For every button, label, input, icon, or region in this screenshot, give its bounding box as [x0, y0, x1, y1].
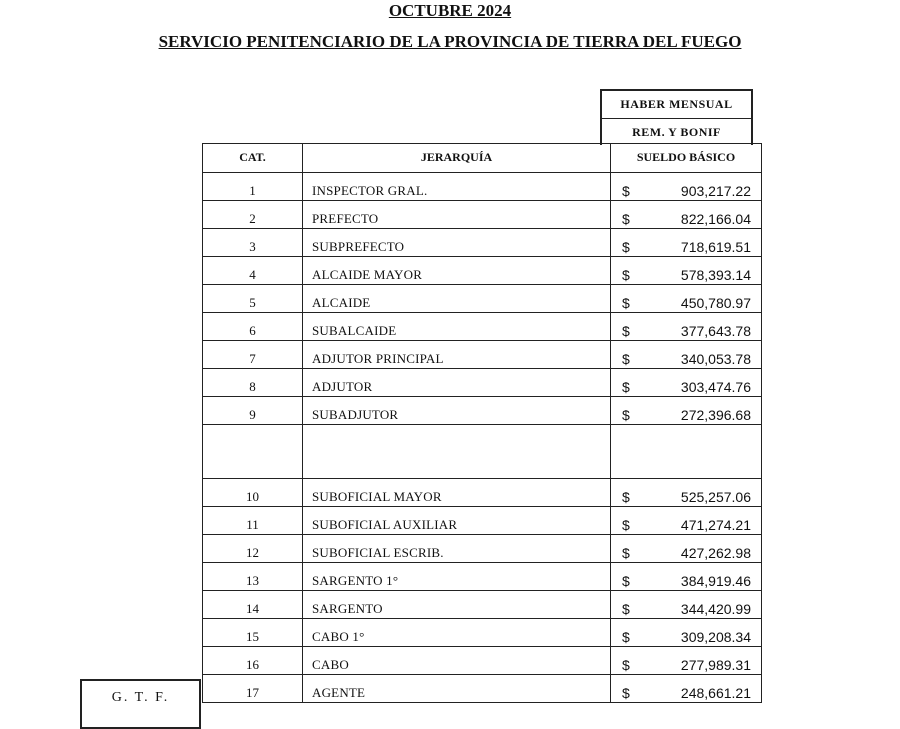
cell-jerarquia — [303, 479, 611, 507]
cell-jerarquia — [303, 369, 611, 397]
cell-sueldo — [611, 647, 762, 675]
cell-cat: 7 — [203, 341, 303, 369]
cell-cat: 9 — [203, 397, 303, 425]
sueldo-value: 427,262.98 — [680, 545, 751, 561]
cell-jerarquia — [303, 647, 611, 675]
header-rem-bonif: REM. Y BONIF — [602, 118, 751, 146]
currency-symbol: $ — [622, 545, 630, 561]
currency-symbol: $ — [622, 407, 630, 423]
currency-symbol: $ — [622, 295, 630, 311]
jerarquia-label: SUBOFICIAL ESCRIB. — [312, 545, 444, 560]
table-row — [203, 201, 762, 229]
table-row — [203, 647, 762, 675]
cell-cat: 11 — [203, 507, 303, 535]
table-row — [203, 257, 762, 285]
cell-cat: 17 — [203, 675, 303, 703]
cell-sueldo — [611, 229, 762, 257]
sueldo-value: 903,217.22 — [680, 183, 751, 199]
sueldo-value: 303,474.76 — [680, 379, 751, 395]
cell-sueldo — [611, 479, 762, 507]
cell-cat: 14 — [203, 591, 303, 619]
column-header-cat: CAT. — [203, 144, 303, 173]
sueldo-value: 822,166.04 — [680, 211, 751, 227]
table-row — [203, 675, 762, 703]
jerarquia-label: INSPECTOR GRAL. — [312, 183, 428, 198]
cell-cat: 16 — [203, 647, 303, 675]
cell-jerarquia — [303, 619, 611, 647]
cell-cat: 13 — [203, 563, 303, 591]
jerarquia-label: SARGENTO 1° — [312, 573, 399, 588]
cell-jerarquia — [303, 675, 611, 703]
currency-symbol: $ — [622, 239, 630, 255]
currency-symbol: $ — [622, 211, 630, 227]
cell-cat: 15 — [203, 619, 303, 647]
cell-jerarquia — [303, 229, 611, 257]
column-header-sueldo: SUELDO BÁSICO — [611, 144, 762, 173]
cell-sueldo — [611, 201, 762, 229]
spacer-cell — [303, 425, 611, 479]
sueldo-value: 272,396.68 — [680, 407, 751, 423]
sueldo-value: 340,053.78 — [680, 351, 751, 367]
table-row — [203, 397, 762, 425]
sueldo-value: 384,919.46 — [680, 573, 751, 589]
cell-jerarquia — [303, 257, 611, 285]
cell-jerarquia — [303, 397, 611, 425]
table-row — [203, 229, 762, 257]
sueldo-value: 309,208.34 — [680, 629, 751, 645]
cell-cat: 5 — [203, 285, 303, 313]
cell-sueldo — [611, 369, 762, 397]
header-haber-mensual: HABER MENSUAL — [620, 97, 733, 111]
table-row — [203, 619, 762, 647]
sueldo-value: 578,393.14 — [680, 267, 751, 283]
jerarquia-label: AGENTE — [312, 685, 366, 700]
currency-symbol: $ — [622, 351, 630, 367]
jerarquia-label: ALCAIDE — [312, 295, 371, 310]
jerarquia-label: CABO — [312, 657, 349, 672]
cell-cat: 3 — [203, 229, 303, 257]
currency-symbol: $ — [622, 379, 630, 395]
jerarquia-label: SARGENTO — [312, 601, 383, 616]
jerarquia-label: SUBPREFECTO — [312, 239, 405, 254]
cell-sueldo — [611, 257, 762, 285]
cell-jerarquia — [303, 535, 611, 563]
currency-symbol: $ — [622, 489, 630, 505]
jerarquia-label: ADJUTOR — [312, 379, 373, 394]
cell-jerarquia — [303, 173, 611, 201]
cell-jerarquia — [303, 563, 611, 591]
document-title-month: OCTUBRE 2024 — [388, 1, 512, 20]
currency-symbol: $ — [622, 685, 630, 701]
jerarquia-label: SUBALCAIDE — [312, 323, 397, 338]
cell-cat: 4 — [203, 257, 303, 285]
salary-table — [202, 143, 762, 703]
cell-sueldo — [611, 313, 762, 341]
cell-sueldo — [611, 397, 762, 425]
cell-jerarquia — [303, 507, 611, 535]
table-header-row — [203, 144, 762, 173]
cell-cat: 12 — [203, 535, 303, 563]
table-row — [203, 479, 762, 507]
spacer-cell — [203, 425, 303, 479]
cell-sueldo — [611, 285, 762, 313]
currency-symbol: $ — [622, 323, 630, 339]
jerarquia-label: SUBOFICIAL MAYOR — [312, 489, 442, 504]
currency-symbol: $ — [622, 573, 630, 589]
cell-sueldo — [611, 535, 762, 563]
sueldo-value: 248,661.21 — [680, 685, 751, 701]
sueldo-value: 718,619.51 — [680, 239, 751, 255]
sueldo-value: 344,420.99 — [680, 601, 751, 617]
jerarquia-label: PREFECTO — [312, 211, 379, 226]
jerarquia-label: SUBADJUTOR — [312, 407, 399, 422]
sueldo-value: 377,643.78 — [680, 323, 751, 339]
table-row — [203, 591, 762, 619]
jerarquia-label: ALCAIDE MAYOR — [312, 267, 423, 282]
table-spacer-row — [203, 425, 762, 479]
table-row — [203, 563, 762, 591]
cell-cat: 8 — [203, 369, 303, 397]
sueldo-value: 525,257.06 — [680, 489, 751, 505]
cell-jerarquia — [303, 591, 611, 619]
currency-symbol: $ — [622, 267, 630, 283]
jerarquia-label: ADJUTOR PRINCIPAL — [312, 351, 444, 366]
cell-sueldo — [611, 173, 762, 201]
cell-sueldo — [611, 563, 762, 591]
cell-sueldo — [611, 619, 762, 647]
document-title-organization: SERVICIO PENITENCIARIO DE LA PROVINCIA DE TIERRA DEL FUEGO — [158, 32, 742, 51]
currency-symbol: $ — [622, 601, 630, 617]
sueldo-value: 277,989.31 — [680, 657, 751, 673]
table-row — [203, 341, 762, 369]
cell-cat: 6 — [203, 313, 303, 341]
gtf-stamp-box: G. T. F. — [80, 679, 201, 729]
table-row — [203, 507, 762, 535]
cell-cat: 2 — [203, 201, 303, 229]
cell-cat: 10 — [203, 479, 303, 507]
cell-sueldo — [611, 507, 762, 535]
cell-jerarquia — [303, 201, 611, 229]
currency-symbol: $ — [622, 517, 630, 533]
cell-sueldo — [611, 591, 762, 619]
sueldo-value: 471,274.21 — [680, 517, 751, 533]
salary-header-box — [600, 89, 753, 145]
table-row — [203, 535, 762, 563]
jerarquia-label: CABO 1° — [312, 629, 365, 644]
cell-sueldo — [611, 675, 762, 703]
cell-jerarquia — [303, 285, 611, 313]
currency-symbol: $ — [622, 629, 630, 645]
table-row — [203, 173, 762, 201]
table-row — [203, 369, 762, 397]
currency-symbol: $ — [622, 183, 630, 199]
table-row — [203, 313, 762, 341]
cell-jerarquia — [303, 313, 611, 341]
cell-jerarquia — [303, 341, 611, 369]
column-header-jerarquia: JERARQUÍA — [303, 144, 611, 173]
cell-sueldo — [611, 341, 762, 369]
spacer-cell — [611, 425, 762, 479]
currency-symbol: $ — [622, 657, 630, 673]
cell-cat: 1 — [203, 173, 303, 201]
table-row — [203, 285, 762, 313]
jerarquia-label: SUBOFICIAL AUXILIAR — [312, 517, 458, 532]
sueldo-value: 450,780.97 — [680, 295, 751, 311]
